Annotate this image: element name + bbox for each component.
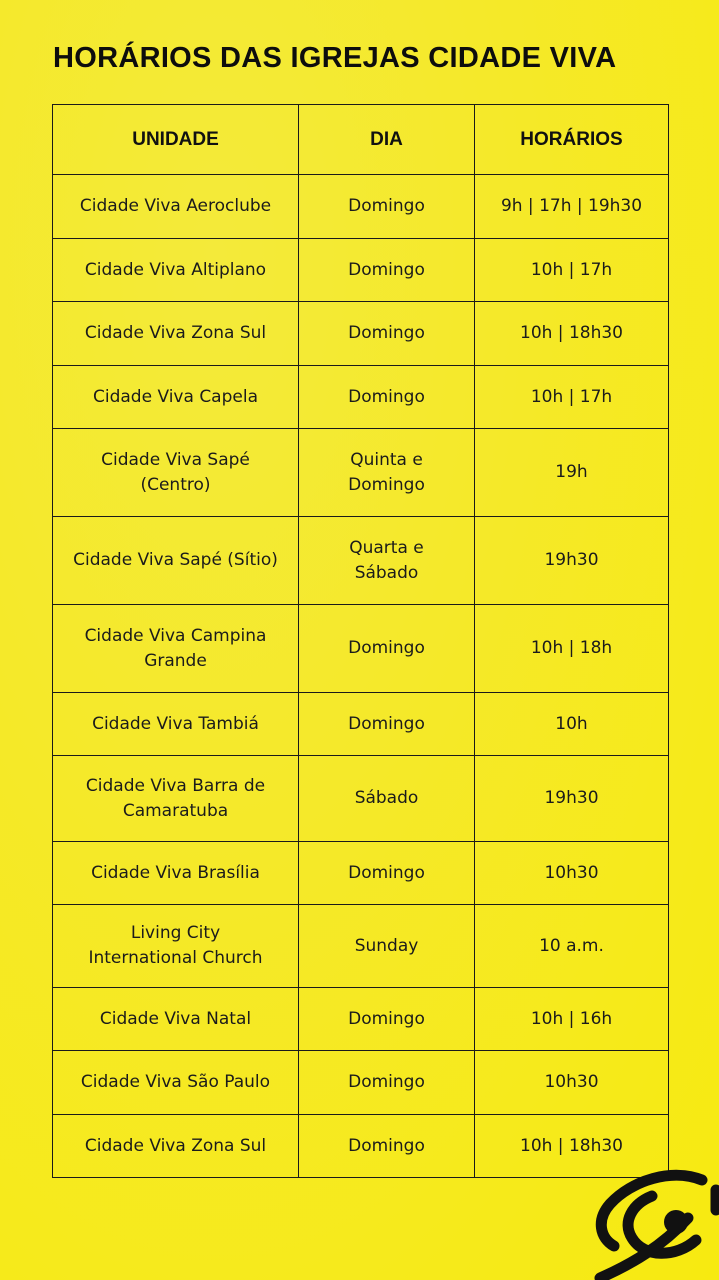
cell-unidade: Living City International Church xyxy=(53,905,299,988)
header-dia: DIA xyxy=(299,105,475,175)
table-row xyxy=(53,842,669,905)
table-row xyxy=(53,175,669,239)
table-row xyxy=(53,605,669,693)
cell-dia: Sunday xyxy=(299,905,475,988)
table-row xyxy=(53,302,669,366)
cell-horarios: 19h30 xyxy=(475,756,669,842)
cell-horarios: 10h | 18h xyxy=(475,605,669,693)
cidade-viva-logo-icon xyxy=(592,1166,719,1280)
cell-dia: Domingo xyxy=(299,175,475,239)
table-row xyxy=(53,517,669,605)
cell-unidade: Cidade Viva Sapé (Centro) xyxy=(53,429,299,517)
cell-unidade: Cidade Viva Aeroclube xyxy=(53,175,299,239)
page-title: HORÁRIOS DAS IGREJAS CIDADE VIVA xyxy=(53,42,617,74)
table-row xyxy=(53,693,669,756)
cell-unidade: Cidade Viva Sapé (Sítio) xyxy=(53,517,299,605)
table-row xyxy=(53,429,669,517)
cell-dia: Domingo xyxy=(299,842,475,905)
header-unidade: UNIDADE xyxy=(53,105,299,175)
table-row xyxy=(53,988,669,1051)
header-horarios: HORÁRIOS xyxy=(475,105,669,175)
table-row xyxy=(53,1051,669,1115)
cell-unidade: Cidade Viva Zona Sul xyxy=(53,302,299,366)
cell-horarios: 10h | 18h30 xyxy=(475,302,669,366)
cell-unidade: Cidade Viva Capela xyxy=(53,366,299,429)
cell-horarios: 10 a.m. xyxy=(475,905,669,988)
cell-dia: Quarta e Sábado xyxy=(299,517,475,605)
cell-horarios: 10h30 xyxy=(475,842,669,905)
cell-unidade: Cidade Viva Zona Sul xyxy=(53,1115,299,1178)
cell-unidade: Cidade Viva Natal xyxy=(53,988,299,1051)
cell-horarios: 19h30 xyxy=(475,517,669,605)
cell-horarios: 10h | 17h xyxy=(475,239,669,302)
cell-dia: Domingo xyxy=(299,366,475,429)
cell-horarios: 9h | 17h | 19h30 xyxy=(475,175,669,239)
table-row xyxy=(53,905,669,988)
cell-horarios: 19h xyxy=(475,429,669,517)
cell-horarios: 10h30 xyxy=(475,1051,669,1115)
cell-dia: Domingo xyxy=(299,239,475,302)
cell-dia: Domingo xyxy=(299,1115,475,1178)
cell-dia: Domingo xyxy=(299,302,475,366)
cell-dia: Domingo xyxy=(299,605,475,693)
cell-unidade: Cidade Viva São Paulo xyxy=(53,1051,299,1115)
schedule-table xyxy=(52,104,669,1178)
cell-unidade: Cidade Viva Campina Grande xyxy=(53,605,299,693)
cell-dia: Domingo xyxy=(299,1051,475,1115)
cell-horarios: 10h | 17h xyxy=(475,366,669,429)
table-row xyxy=(53,1115,669,1178)
table-row xyxy=(53,756,669,842)
table-row xyxy=(53,239,669,302)
logo-dot xyxy=(664,1210,688,1234)
cell-unidade: Cidade Viva Brasília xyxy=(53,842,299,905)
cell-dia: Quinta e Domingo xyxy=(299,429,475,517)
cell-horarios: 10h | 16h xyxy=(475,988,669,1051)
cell-dia: Domingo xyxy=(299,693,475,756)
cell-unidade: Cidade Viva Altiplano xyxy=(53,239,299,302)
cell-unidade: Cidade Viva Barra de Camaratuba xyxy=(53,756,299,842)
cell-dia: Sábado xyxy=(299,756,475,842)
cell-dia: Domingo xyxy=(299,988,475,1051)
cell-horarios: 10h xyxy=(475,693,669,756)
cell-horarios: 10h | 18h30 xyxy=(475,1115,669,1178)
table-row xyxy=(53,366,669,429)
cell-unidade: Cidade Viva Tambiá xyxy=(53,693,299,756)
table-header-row xyxy=(53,105,669,175)
